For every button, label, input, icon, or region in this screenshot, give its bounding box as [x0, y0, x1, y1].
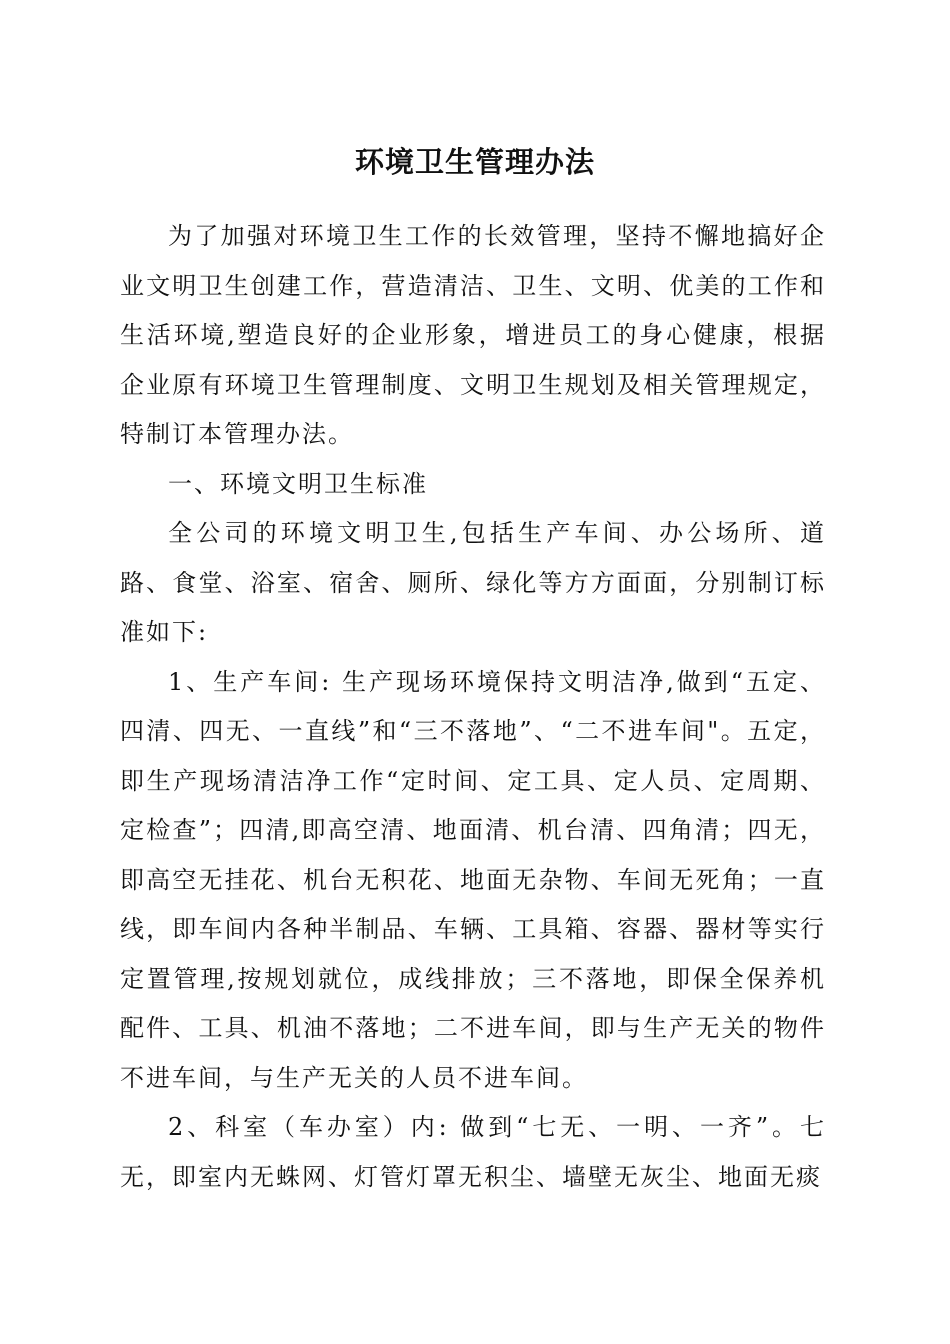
section-heading-1: 一、环境文明卫生标准 — [168, 469, 428, 498]
paragraph-office: 2、科室（车办室）内: 做到“七无、一明、一齐”。七无，即室内无蛛网、灯管灯罩无积尘、墙壁无灰尘、地面无痰 — [120, 1113, 826, 1191]
document-title: 环境卫生管理办法 — [354, 145, 595, 179]
paragraph-standards-intro: 全公司的环境文明卫生,包括生产车间、办公场所、道路、食堂、浴室、宿舍、厕所、绿化等方方面面，分别制订标准如下: — [120, 519, 826, 646]
paragraph-intro: 为了加强对环境卫生工作的长效管理，坚持不懈地搞好企业文明卫生创建工作，营造清洁、卫生、文明、优美的工作和生活环境,塑造良好的企业形象，增进员工的身心健康，根据企业原有环境卫生管理制度、文明卫生规划及相关管理规定，特制订本管理办法。 — [120, 222, 826, 448]
document-body — [120, 212, 826, 1202]
paragraph-workshop: 1、生产车间: 生产现场环境保持文明洁净,做到“五定、四清、四无、一直线”和“三不落地”、“二不进车间"。五定，即生产现场清洁净工作“定时间、定工具、定人员、定周期、定检查”；四清,即高空清、地面清、机台清、四角清；四无，即高空无挂花、机台无积花、地面无杂物、车间无死角；一直线，即车间内各种半制品、车辆、工具箱、容器、器材等实行定置管理,按规划就位，成线排放；三不落地，即保全保养机配件、工具、机油不落地；二不进车间，即与生产无关的物件不进车间，与生产无关的人员不进车间。 — [120, 667, 826, 1092]
